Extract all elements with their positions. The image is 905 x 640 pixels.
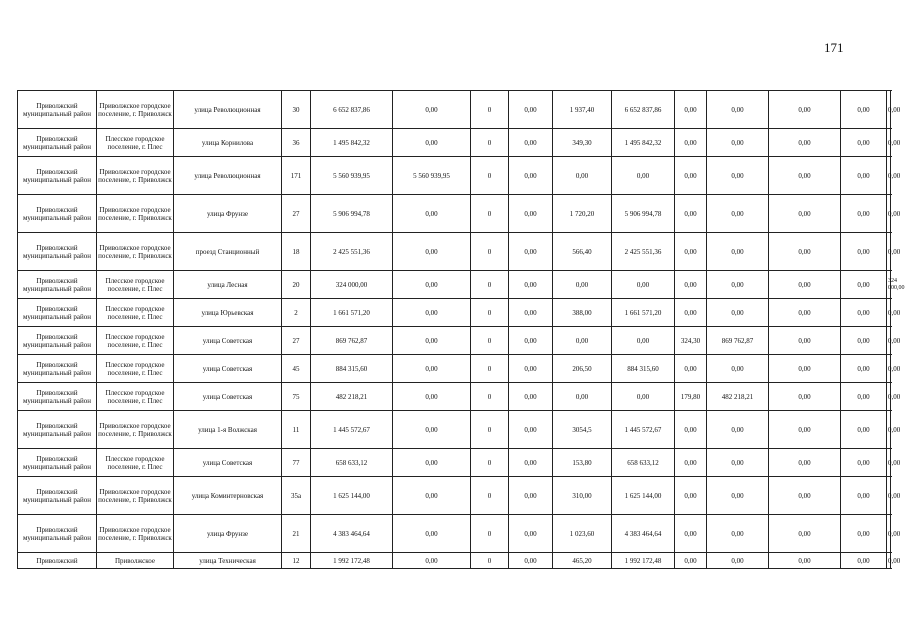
settlement-cell: Приволжское городское поселение, г. Приволжск xyxy=(97,195,174,233)
settlement-cell: Плесское городское поселение, г. Плес xyxy=(97,271,174,299)
district-cell: Приволжский муниципальный район xyxy=(18,157,97,195)
total-cost-cell: 324 000,00 xyxy=(311,271,393,299)
total-cost-cell: 1 495 842,32 xyxy=(311,129,393,157)
cost-col-6-cell: 0,00 xyxy=(707,129,769,157)
table-row xyxy=(18,299,891,327)
table-row xyxy=(18,515,891,553)
table-row xyxy=(18,233,891,271)
cost-col-6-cell: 0,00 xyxy=(707,411,769,449)
house-number-cell: 77 xyxy=(282,449,311,477)
cost-col-4-cell: 884 315,60 xyxy=(612,355,675,383)
district-cell: Приволжский муниципальный район xyxy=(18,355,97,383)
cost-col-4-cell: 0,00 xyxy=(612,327,675,355)
cost-col-4-cell: 6 652 837,86 xyxy=(612,91,675,129)
cost-col-6-cell: 0,00 xyxy=(707,553,769,569)
cost-col-9-cell: 0,00 xyxy=(887,157,891,195)
count-cell: 0 xyxy=(471,195,509,233)
cost-col-6-cell: 0,00 xyxy=(707,233,769,271)
cost-col-8-cell: 0,00 xyxy=(841,411,887,449)
value-col-5-cell: 0,00 xyxy=(675,233,707,271)
total-cost-cell: 1 625 144,00 xyxy=(311,477,393,515)
cost-col-1-cell: 0,00 xyxy=(393,553,471,569)
value-col-5-cell: 0,00 xyxy=(675,271,707,299)
table-row xyxy=(18,449,891,477)
cost-col-6-cell: 869 762,87 xyxy=(707,327,769,355)
district-cell: Приволжский муниципальный район xyxy=(18,449,97,477)
count-cell: 0 xyxy=(471,271,509,299)
house-number-cell: 2 xyxy=(282,299,311,327)
cost-col-1-cell: 0,00 xyxy=(393,355,471,383)
cost-col-7-cell: 0,00 xyxy=(769,553,841,569)
cost-col-8-cell: 0,00 xyxy=(841,477,887,515)
cost-col-4-cell: 4 383 464,64 xyxy=(612,515,675,553)
cost-col-1-cell: 0,00 xyxy=(393,449,471,477)
area-cell: 349,30 xyxy=(553,129,612,157)
settlement-cell: Плесское городское поселение, г. Плес xyxy=(97,449,174,477)
district-cell: Приволжский муниципальный район xyxy=(18,233,97,271)
area-cell: 0,00 xyxy=(553,271,612,299)
cost-col-3-cell: 0,00 xyxy=(509,271,553,299)
cost-col-3-cell: 0,00 xyxy=(509,327,553,355)
value-col-5-cell: 0,00 xyxy=(675,129,707,157)
cost-col-4-cell: 0,00 xyxy=(612,271,675,299)
total-cost-cell: 6 652 837,86 xyxy=(311,91,393,129)
area-cell: 1 720,20 xyxy=(553,195,612,233)
value-col-5-cell: 0,00 xyxy=(675,355,707,383)
cost-col-4-cell: 658 633,12 xyxy=(612,449,675,477)
street-cell: улица Революционная xyxy=(174,157,282,195)
cost-col-1-cell: 0,00 xyxy=(393,233,471,271)
total-cost-cell: 2 425 551,36 xyxy=(311,233,393,271)
total-cost-cell: 1 661 571,20 xyxy=(311,299,393,327)
area-cell: 3054,5 xyxy=(553,411,612,449)
area-cell: 0,00 xyxy=(553,383,612,411)
settlement-cell: Приволжское xyxy=(97,553,174,569)
cost-col-8-cell: 0,00 xyxy=(841,233,887,271)
cost-col-6-cell: 0,00 xyxy=(707,355,769,383)
cost-col-3-cell: 0,00 xyxy=(509,91,553,129)
cost-col-4-cell: 0,00 xyxy=(612,383,675,411)
cost-col-8-cell: 0,00 xyxy=(841,157,887,195)
house-number-cell: 20 xyxy=(282,271,311,299)
cost-col-1-cell: 0,00 xyxy=(393,515,471,553)
cost-col-9-cell: 0,00 xyxy=(887,327,891,355)
settlement-cell: Плесское городское поселение, г. Плес xyxy=(97,355,174,383)
total-cost-cell: 1 445 572,67 xyxy=(311,411,393,449)
area-cell: 0,00 xyxy=(553,327,612,355)
count-cell: 0 xyxy=(471,477,509,515)
table-row xyxy=(18,157,891,195)
cost-col-8-cell: 0,00 xyxy=(841,299,887,327)
cost-col-6-cell: 0,00 xyxy=(707,195,769,233)
district-cell: Приволжский муниципальный район xyxy=(18,195,97,233)
value-col-5-cell: 0,00 xyxy=(675,515,707,553)
settlement-cell: Приволжское городское поселение, г. Приволжск xyxy=(97,233,174,271)
value-col-5-cell: 179,80 xyxy=(675,383,707,411)
value-col-5-cell: 0,00 xyxy=(675,411,707,449)
cost-col-1-cell: 0,00 xyxy=(393,129,471,157)
district-cell: Приволжский муниципальный район xyxy=(18,411,97,449)
total-cost-cell: 884 315,60 xyxy=(311,355,393,383)
cost-col-6-cell: 0,00 xyxy=(707,299,769,327)
district-cell: Приволжский муниципальный район xyxy=(18,129,97,157)
cost-col-1-cell: 0,00 xyxy=(393,195,471,233)
cost-col-1-cell: 0,00 xyxy=(393,299,471,327)
cost-col-8-cell: 0,00 xyxy=(841,271,887,299)
count-cell: 0 xyxy=(471,157,509,195)
house-number-cell: 27 xyxy=(282,195,311,233)
cost-col-7-cell: 0,00 xyxy=(769,355,841,383)
cost-col-7-cell: 0,00 xyxy=(769,91,841,129)
cost-col-4-cell: 2 425 551,36 xyxy=(612,233,675,271)
cost-col-7-cell: 0,00 xyxy=(769,383,841,411)
area-cell: 153,80 xyxy=(553,449,612,477)
cost-col-7-cell: 0,00 xyxy=(769,233,841,271)
cost-col-9-cell: 0,00 xyxy=(887,91,891,129)
cost-col-3-cell: 0,00 xyxy=(509,355,553,383)
table-row xyxy=(18,383,891,411)
settlement-cell: Приволжское городское поселение, г. Приволжск xyxy=(97,411,174,449)
settlement-cell: Приволжское городское поселение, г. Приволжск xyxy=(97,157,174,195)
table-row xyxy=(18,477,891,515)
district-cell: Приволжский муниципальный район xyxy=(18,515,97,553)
value-col-5-cell: 0,00 xyxy=(675,299,707,327)
cost-col-8-cell: 0,00 xyxy=(841,355,887,383)
settlement-cell: Плесское городское поселение, г. Плес xyxy=(97,129,174,157)
street-cell: улица 1-я Волжская xyxy=(174,411,282,449)
cost-col-3-cell: 0,00 xyxy=(509,129,553,157)
house-number-cell: 12 xyxy=(282,553,311,569)
cost-col-4-cell: 1 992 172,48 xyxy=(612,553,675,569)
table-row xyxy=(18,411,891,449)
cost-col-7-cell: 0,00 xyxy=(769,411,841,449)
settlement-cell: Приволжское городское поселение, г. Приволжск xyxy=(97,477,174,515)
address-table xyxy=(17,90,905,569)
cost-col-8-cell: 0,00 xyxy=(841,129,887,157)
cost-col-8-cell: 0,00 xyxy=(841,195,887,233)
page-number: 171 xyxy=(824,40,844,55)
area-cell: 566,40 xyxy=(553,233,612,271)
count-cell: 0 xyxy=(471,91,509,129)
area-cell: 1 023,60 xyxy=(553,515,612,553)
street-cell: улица Корнилова xyxy=(174,129,282,157)
area-cell: 1 937,40 xyxy=(553,91,612,129)
cost-col-1-cell: 0,00 xyxy=(393,411,471,449)
area-cell: 465,20 xyxy=(553,553,612,569)
cost-col-9-cell: 0,00 xyxy=(887,515,891,553)
district-cell: Приволжский муниципальный район xyxy=(18,271,97,299)
house-number-cell: 45 xyxy=(282,355,311,383)
settlement-cell: Плесское городское поселение, г. Плес xyxy=(97,299,174,327)
cost-col-4-cell: 1 495 842,32 xyxy=(612,129,675,157)
cost-col-9-cell: 0,00 xyxy=(887,299,891,327)
district-cell: Приволжский муниципальный район xyxy=(18,299,97,327)
cost-col-4-cell: 0,00 xyxy=(612,157,675,195)
area-cell: 206,50 xyxy=(553,355,612,383)
cost-col-8-cell: 0,00 xyxy=(841,91,887,129)
cost-col-7-cell: 0,00 xyxy=(769,449,841,477)
area-cell: 0,00 xyxy=(553,157,612,195)
cost-col-1-cell: 0,00 xyxy=(393,91,471,129)
value-col-5-cell: 0,00 xyxy=(675,449,707,477)
count-cell: 0 xyxy=(471,553,509,569)
street-cell: улица Советская xyxy=(174,383,282,411)
count-cell: 0 xyxy=(471,129,509,157)
house-number-cell: 21 xyxy=(282,515,311,553)
count-cell: 0 xyxy=(471,411,509,449)
value-col-5-cell: 0,00 xyxy=(675,477,707,515)
cost-col-4-cell: 5 906 994,78 xyxy=(612,195,675,233)
cost-col-4-cell: 1 445 572,67 xyxy=(612,411,675,449)
cost-col-6-cell: 0,00 xyxy=(707,449,769,477)
cost-col-1-cell: 0,00 xyxy=(393,327,471,355)
settlement-cell: Плесское городское поселение, г. Плес xyxy=(97,327,174,355)
count-cell: 0 xyxy=(471,327,509,355)
cost-col-3-cell: 0,00 xyxy=(509,299,553,327)
house-number-cell: 11 xyxy=(282,411,311,449)
street-cell: улица Лесная xyxy=(174,271,282,299)
settlement-cell: Приволжское городское поселение, г. Приволжск xyxy=(97,91,174,129)
cost-col-7-cell: 0,00 xyxy=(769,129,841,157)
cost-col-9-cell: 324 000,00 xyxy=(887,271,891,299)
street-cell: улица Революционная xyxy=(174,91,282,129)
cost-col-4-cell: 1 661 571,20 xyxy=(612,299,675,327)
cost-col-8-cell: 0,00 xyxy=(841,449,887,477)
cost-col-8-cell: 0,00 xyxy=(841,515,887,553)
cost-col-3-cell: 0,00 xyxy=(509,195,553,233)
cost-col-9-cell: 0,00 xyxy=(887,449,891,477)
cost-col-9-cell: 0,00 xyxy=(887,553,891,569)
cost-col-9-cell: 0,00 xyxy=(887,411,891,449)
table-row xyxy=(18,553,891,569)
street-cell: улица Советская xyxy=(174,449,282,477)
settlement-cell: Плесское городское поселение, г. Плес xyxy=(97,383,174,411)
cost-col-9-cell: 0,00 xyxy=(887,129,891,157)
cost-col-9-cell: 0,00 xyxy=(887,477,891,515)
cost-col-3-cell: 0,00 xyxy=(509,515,553,553)
street-cell: улица Фрунзе xyxy=(174,515,282,553)
table-row xyxy=(18,271,891,299)
cost-col-8-cell: 0,00 xyxy=(841,383,887,411)
cost-col-7-cell: 0,00 xyxy=(769,299,841,327)
cost-col-6-cell: 0,00 xyxy=(707,271,769,299)
cost-col-4-cell: 1 625 144,00 xyxy=(612,477,675,515)
district-cell: Приволжский xyxy=(18,553,97,569)
table-row xyxy=(18,355,891,383)
house-number-cell: 36 xyxy=(282,129,311,157)
district-cell: Приволжский муниципальный район xyxy=(18,91,97,129)
value-col-5-cell: 0,00 xyxy=(675,91,707,129)
value-col-5-cell: 0,00 xyxy=(675,195,707,233)
street-cell: улица Юрьевская xyxy=(174,299,282,327)
cost-col-7-cell: 0,00 xyxy=(769,515,841,553)
cost-col-7-cell: 0,00 xyxy=(769,271,841,299)
table-row xyxy=(18,195,891,233)
cost-col-9-cell: 0,00 xyxy=(887,195,891,233)
cost-col-1-cell: 0,00 xyxy=(393,271,471,299)
street-cell: улица Техническая xyxy=(174,553,282,569)
district-cell: Приволжский муниципальный район xyxy=(18,327,97,355)
area-cell: 310,00 xyxy=(553,477,612,515)
house-number-cell: 27 xyxy=(282,327,311,355)
cost-col-9-cell: 0,00 xyxy=(887,355,891,383)
cost-col-9-cell: 0,00 xyxy=(887,233,891,271)
cost-col-6-cell: 0,00 xyxy=(707,157,769,195)
district-cell: Приволжский муниципальный район xyxy=(18,477,97,515)
street-cell: улица Советская xyxy=(174,327,282,355)
total-cost-cell: 869 762,87 xyxy=(311,327,393,355)
settlement-cell: Приволжское городское поселение, г. Приволжск xyxy=(97,515,174,553)
total-cost-cell: 5 560 939,95 xyxy=(311,157,393,195)
area-cell: 388,00 xyxy=(553,299,612,327)
cost-col-7-cell: 0,00 xyxy=(769,327,841,355)
cost-col-7-cell: 0,00 xyxy=(769,157,841,195)
cost-col-1-cell: 0,00 xyxy=(393,477,471,515)
table-row xyxy=(18,327,891,355)
cost-col-6-cell: 0,00 xyxy=(707,91,769,129)
cost-col-6-cell: 482 218,21 xyxy=(707,383,769,411)
total-cost-cell: 658 633,12 xyxy=(311,449,393,477)
count-cell: 0 xyxy=(471,355,509,383)
count-cell: 0 xyxy=(471,383,509,411)
cost-col-1-cell: 5 560 939,95 xyxy=(393,157,471,195)
count-cell: 0 xyxy=(471,449,509,477)
cost-col-7-cell: 0,00 xyxy=(769,195,841,233)
cost-col-6-cell: 0,00 xyxy=(707,477,769,515)
street-cell: улица Фрунзе xyxy=(174,195,282,233)
cost-col-3-cell: 0,00 xyxy=(509,233,553,271)
house-number-cell: 18 xyxy=(282,233,311,271)
count-cell: 0 xyxy=(471,299,509,327)
value-col-5-cell: 0,00 xyxy=(675,157,707,195)
cost-col-9-cell: 0,00 xyxy=(887,383,891,411)
total-cost-cell: 5 906 994,78 xyxy=(311,195,393,233)
district-cell: Приволжский муниципальный район xyxy=(18,383,97,411)
cost-col-8-cell: 0,00 xyxy=(841,327,887,355)
value-col-5-cell: 0,00 xyxy=(675,553,707,569)
house-number-cell: 75 xyxy=(282,383,311,411)
cost-col-8-cell: 0,00 xyxy=(841,553,887,569)
count-cell: 0 xyxy=(471,515,509,553)
value-col-5-cell: 324,30 xyxy=(675,327,707,355)
cost-col-6-cell: 0,00 xyxy=(707,515,769,553)
street-cell: проезд Станционный xyxy=(174,233,282,271)
street-cell: улица Коминтерновская xyxy=(174,477,282,515)
table-row xyxy=(18,91,891,129)
total-cost-cell: 4 383 464,64 xyxy=(311,515,393,553)
cost-col-3-cell: 0,00 xyxy=(509,411,553,449)
house-number-cell: 35а xyxy=(282,477,311,515)
cost-col-7-cell: 0,00 xyxy=(769,477,841,515)
cost-col-1-cell: 0,00 xyxy=(393,383,471,411)
count-cell: 0 xyxy=(471,233,509,271)
cost-col-3-cell: 0,00 xyxy=(509,449,553,477)
total-cost-cell: 1 992 172,48 xyxy=(311,553,393,569)
cost-col-3-cell: 0,00 xyxy=(509,383,553,411)
house-number-cell: 30 xyxy=(282,91,311,129)
cost-col-3-cell: 0,00 xyxy=(509,553,553,569)
cost-col-3-cell: 0,00 xyxy=(509,477,553,515)
total-cost-cell: 482 218,21 xyxy=(311,383,393,411)
table-row xyxy=(18,129,891,157)
street-cell: улица Советская xyxy=(174,355,282,383)
house-number-cell: 171 xyxy=(282,157,311,195)
cost-col-3-cell: 0,00 xyxy=(509,157,553,195)
